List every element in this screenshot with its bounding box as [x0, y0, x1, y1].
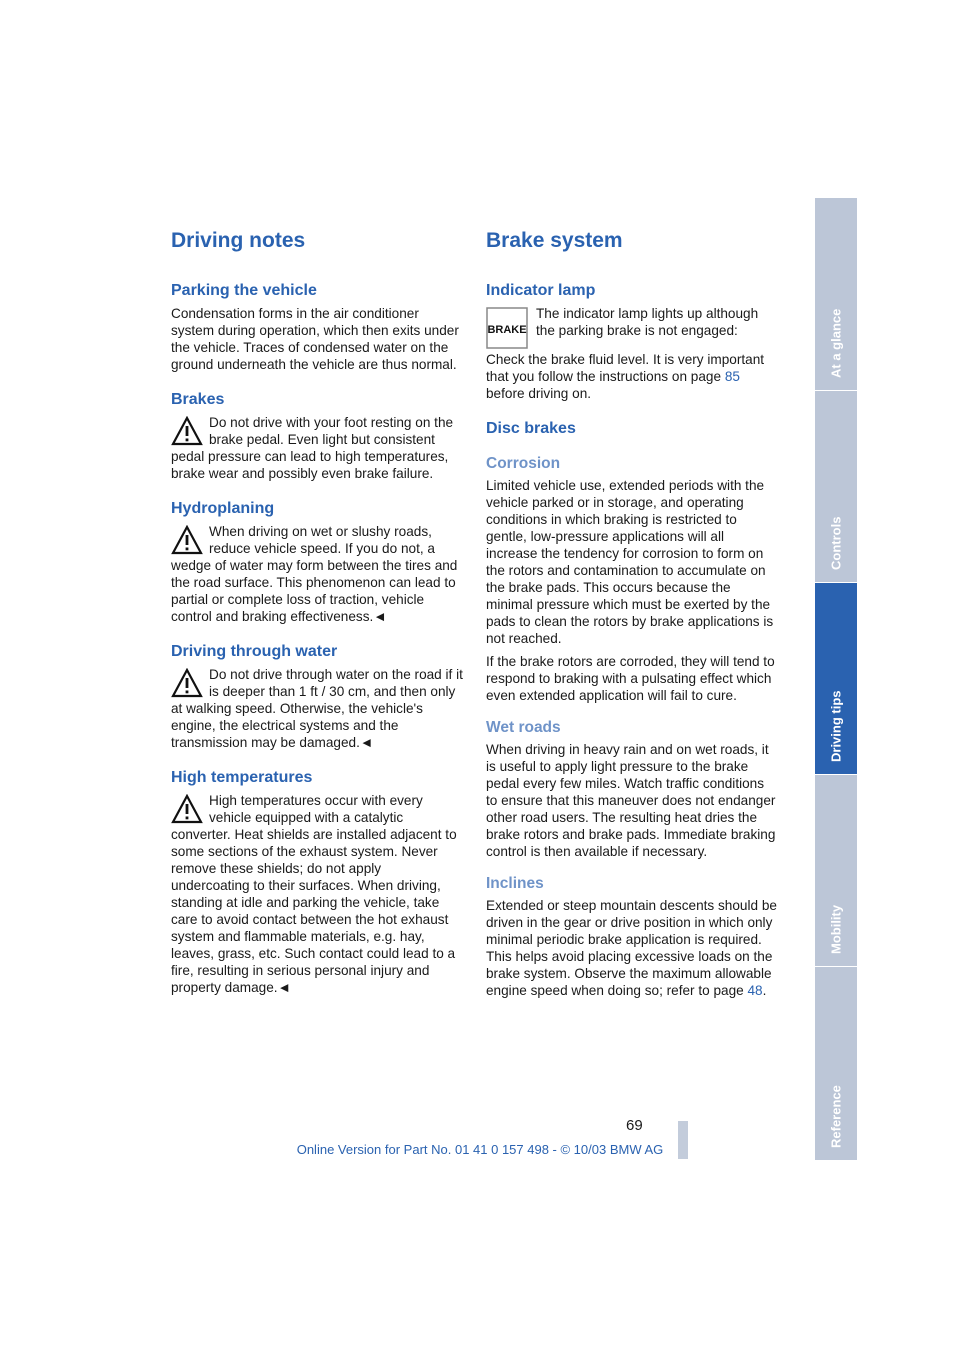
- wet-roads-text: When driving in heavy rain and on wet roads, it is useful to apply light pressure to the brake pedal every few miles. Watch traffic conditions to ensure that this maneuver does not endanger other road users. The resulting heat dries the brake rotors and brake pads. Immediate braking control is then available if necessary.: [486, 742, 776, 859]
- inclines-text: Extended or steep mountain descents should be driven in the gear or drive position in which only minimal periodic brake application is required. This helps avoid placing excessive loads on the brake system. Observe the maximum allowable engine speed when doing so; refer to page: [486, 898, 777, 998]
- corrosion-text-1: Limited vehicle use, extended periods with the vehicle parked or in storage, and operating conditions in which braking is restricted to gentle, low-pressure applications will all increase the tendency for corrosion to form on the rotors and contamination to accumulate on the brake pads. This occurs because the minimal pressure which must be exerted by the pads to clean the rotors by brake applications is not reached.: [486, 478, 774, 646]
- warning-triangle-icon: [171, 794, 203, 824]
- temperatures-warning: [171, 792, 463, 996]
- tab-driving-tips[interactable]: [815, 583, 857, 775]
- indicator-note: [486, 305, 778, 339]
- water-text: Do not drive through water on the road if it is deeper than 1 ft / 30 cm, and then only at walking speed. Otherwise, the vehicle's engine, the electrical systems and the transmission may be damaged.◄: [171, 667, 463, 750]
- tab-label-controls: Controls: [828, 516, 844, 570]
- page-link-85[interactable]: 85: [724, 369, 740, 384]
- brake-indicator-icon: [486, 307, 528, 349]
- warning-triangle-icon: [171, 668, 203, 698]
- heading-disc-brakes: Disc brakes: [486, 420, 576, 437]
- temperatures-text: High temperatures occur with every vehicle equipped with a catalytic converter. Heat shields are installed adjacent to some sections of the exhaust system. Never remove these shields; do not apply undercoating to their surfaces. When driving, standing at idle and parking the vehicle, take care to avoid contact between the hot exhaust system and flammable materials, e.g. hay, leaves, grass, etc. Such contact could lead to a fire, resulting in serious personal injury and property damage.◄: [171, 793, 457, 995]
- parking-text: Condensation forms in the air conditioner system during operation, which then exits under the vehicle. Traces of condensed water on the ground underneath the vehicle are thus normal.: [171, 306, 459, 372]
- tab-controls[interactable]: [815, 391, 857, 583]
- tab-label-driving-tips: Driving tips: [828, 690, 844, 762]
- indicator-text-c: before driving on.: [486, 386, 592, 401]
- hydroplaning-text: When driving on wet or slushy roads, reduce vehicle speed. If you do not, a wedge of water may form between the tires and the road surface. This phenomenon can lead to partial or complete loss of traction, vehicle control and braking effectiveness.◄: [171, 524, 458, 624]
- heading-wet-roads: Wet roads: [486, 719, 561, 736]
- heading-hydroplaning: Hydroplaning: [171, 500, 275, 517]
- hydroplaning-warning: [171, 523, 463, 625]
- heading-inclines: Inclines: [486, 875, 544, 892]
- page-number: 69: [626, 1117, 643, 1134]
- heading-high-temperatures: High temperatures: [171, 769, 313, 786]
- page-link-48[interactable]: 48: [747, 983, 763, 998]
- indicator-text-a: The indicator lamp lights up although the parking brake is not engaged:: [536, 306, 759, 338]
- brake-icon-text: BRAKE: [487, 324, 527, 336]
- warning-triangle-icon: [171, 525, 203, 555]
- brakes-text: Do not drive with your foot resting on the brake pedal. Even light but consistent pedal pressure can lead to high temperatures, brake wear and possibly even brake failure.: [171, 415, 454, 481]
- tab-at-a-glance[interactable]: [815, 198, 857, 391]
- indicator-text-b: Check the brake fluid level. It is very important that you follow the instructions on page: [486, 352, 765, 384]
- tab-mobility[interactable]: [815, 775, 857, 967]
- inclines-text-end: .: [762, 983, 767, 998]
- tab-label-at-a-glance: At a glance: [828, 308, 844, 378]
- heading-indicator-lamp: Indicator lamp: [486, 282, 596, 299]
- heading-brakes: Brakes: [171, 391, 225, 408]
- heading-parking: Parking the vehicle: [171, 282, 317, 299]
- water-warning: [171, 666, 463, 751]
- section-title-brake-system: Brake system: [486, 229, 623, 252]
- indicator-paragraph: [486, 351, 778, 402]
- tab-label-mobility: Mobility: [828, 904, 844, 954]
- right-column: [486, 226, 778, 1005]
- left-column: [171, 226, 463, 1002]
- section-title-driving-notes: Driving notes: [171, 229, 306, 252]
- tab-label-reference: Reference: [828, 1085, 844, 1148]
- heading-corrosion: Corrosion: [486, 455, 561, 472]
- tab-reference[interactable]: [815, 967, 857, 1161]
- warning-triangle-icon: [171, 416, 203, 446]
- brakes-warning: [171, 414, 463, 482]
- side-tab-navigation: [815, 198, 857, 1160]
- inclines-paragraph: [486, 897, 778, 999]
- corrosion-text-2: If the brake rotors are corroded, they will tend to respond to braking with a pulsating effect which even extended application will fail to cure.: [486, 654, 775, 703]
- footer-text: Online Version for Part No. 01 41 0 157 498 - © 10/03 BMW AG: [296, 1142, 664, 1157]
- heading-driving-through-water: Driving through water: [171, 643, 338, 660]
